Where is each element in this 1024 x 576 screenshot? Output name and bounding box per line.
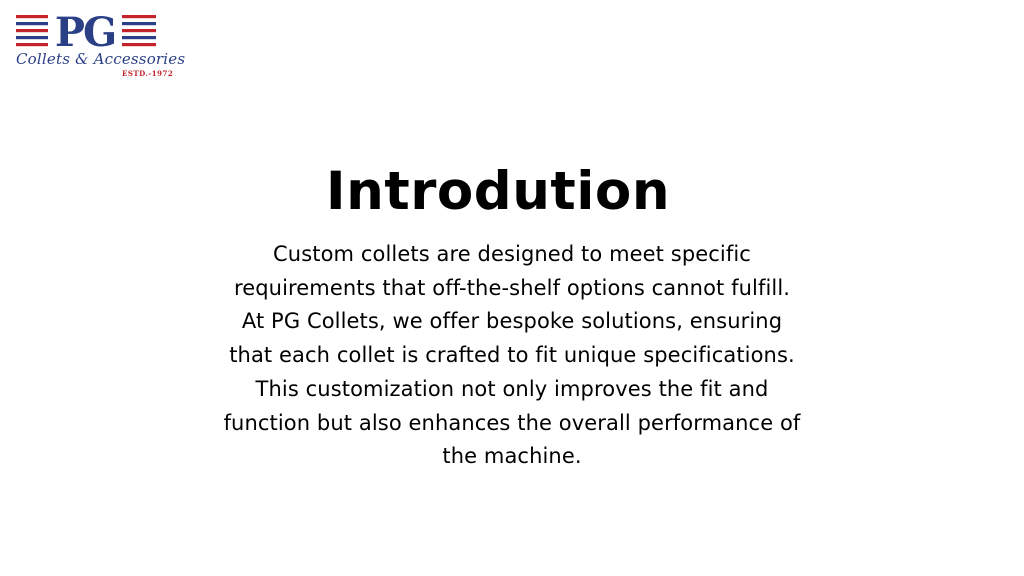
pg-logo-mark xyxy=(14,12,160,52)
logo-letters: PG xyxy=(54,12,116,52)
brand-logo xyxy=(14,12,186,82)
logo-established: ESTD.-1972 xyxy=(122,69,174,78)
slide-body-text: Custom collets are designed to meet specific requirements that off-the-shelf options cannot fulfill. At PG Collets, we offer bespoke solutions, ensuring that each collet is crafted to fit unique specifications. This customization not only improves the fit and function but also enhances the overall performance of the machine. xyxy=(223,242,801,469)
logo-tagline: Collets & Accessories xyxy=(16,50,186,68)
slide-title: Introdution xyxy=(325,161,671,222)
